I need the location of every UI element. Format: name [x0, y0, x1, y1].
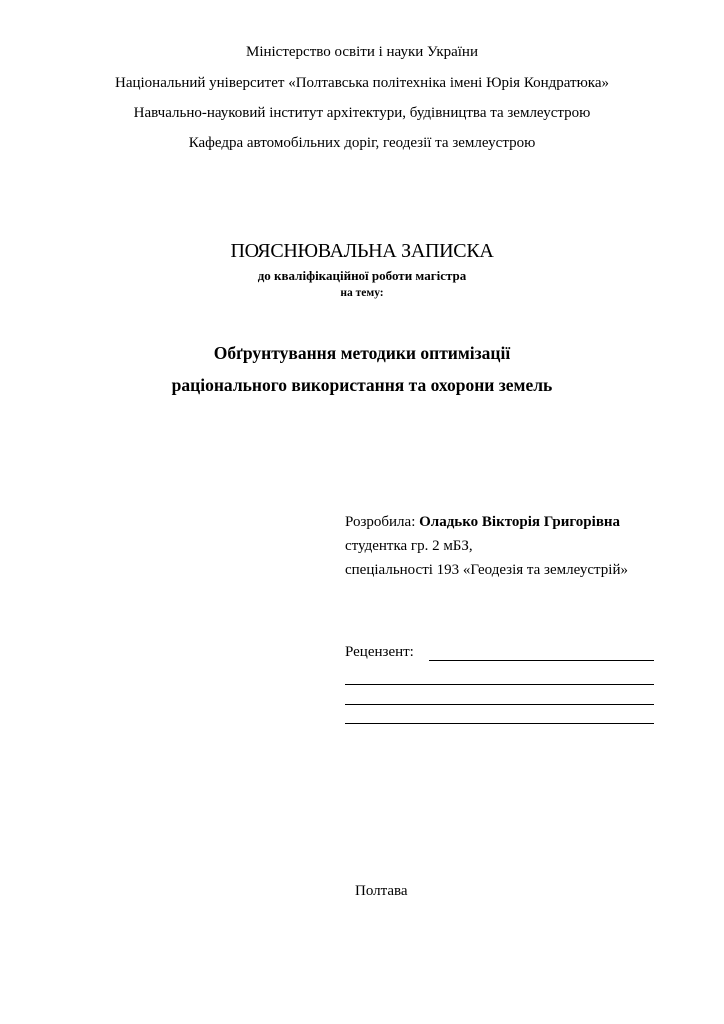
- author-line: [345, 514, 620, 531]
- institute-line: Навчально-науковий інститут архітектури, будівництва та землеустрою: [133, 105, 591, 121]
- university-line: Національний університет «Полтавська політехніка імені Юрія Кондратюка»: [114, 75, 609, 91]
- ministry-line: Міністерство освіти і науки України: [245, 44, 478, 60]
- reviewer-line-2: [345, 684, 654, 685]
- document-title: ПОЯСНЮВАЛЬНА ЗАПИСКА: [230, 240, 494, 262]
- author-group: студентка гр. 2 мБЗ,: [345, 538, 473, 554]
- author-specialty: спеціальності 193 «Геодезія та землеустрій»: [345, 562, 628, 578]
- reviewer-line-3: [345, 704, 654, 705]
- topic-line-2: раціонального використання та охорони земель: [171, 375, 553, 395]
- reviewer-label: Рецензент:: [345, 644, 414, 660]
- reviewer-signature-line: [429, 660, 654, 661]
- department-line: Кафедра автомобільних доріг, геодезії та землеустрою: [188, 135, 536, 151]
- city: Полтава: [355, 883, 408, 899]
- reviewer-line-4: [345, 723, 654, 724]
- author-label: Розробила:: [345, 514, 416, 530]
- document-subtitle: до кваліфікаційної роботи магістра: [257, 268, 467, 283]
- on-topic-label: на тему:: [340, 287, 384, 299]
- author-name: Оладько Вікторія Григорівна: [419, 514, 621, 530]
- topic-line-1: Обґрунтування методики оптимізації: [213, 343, 511, 363]
